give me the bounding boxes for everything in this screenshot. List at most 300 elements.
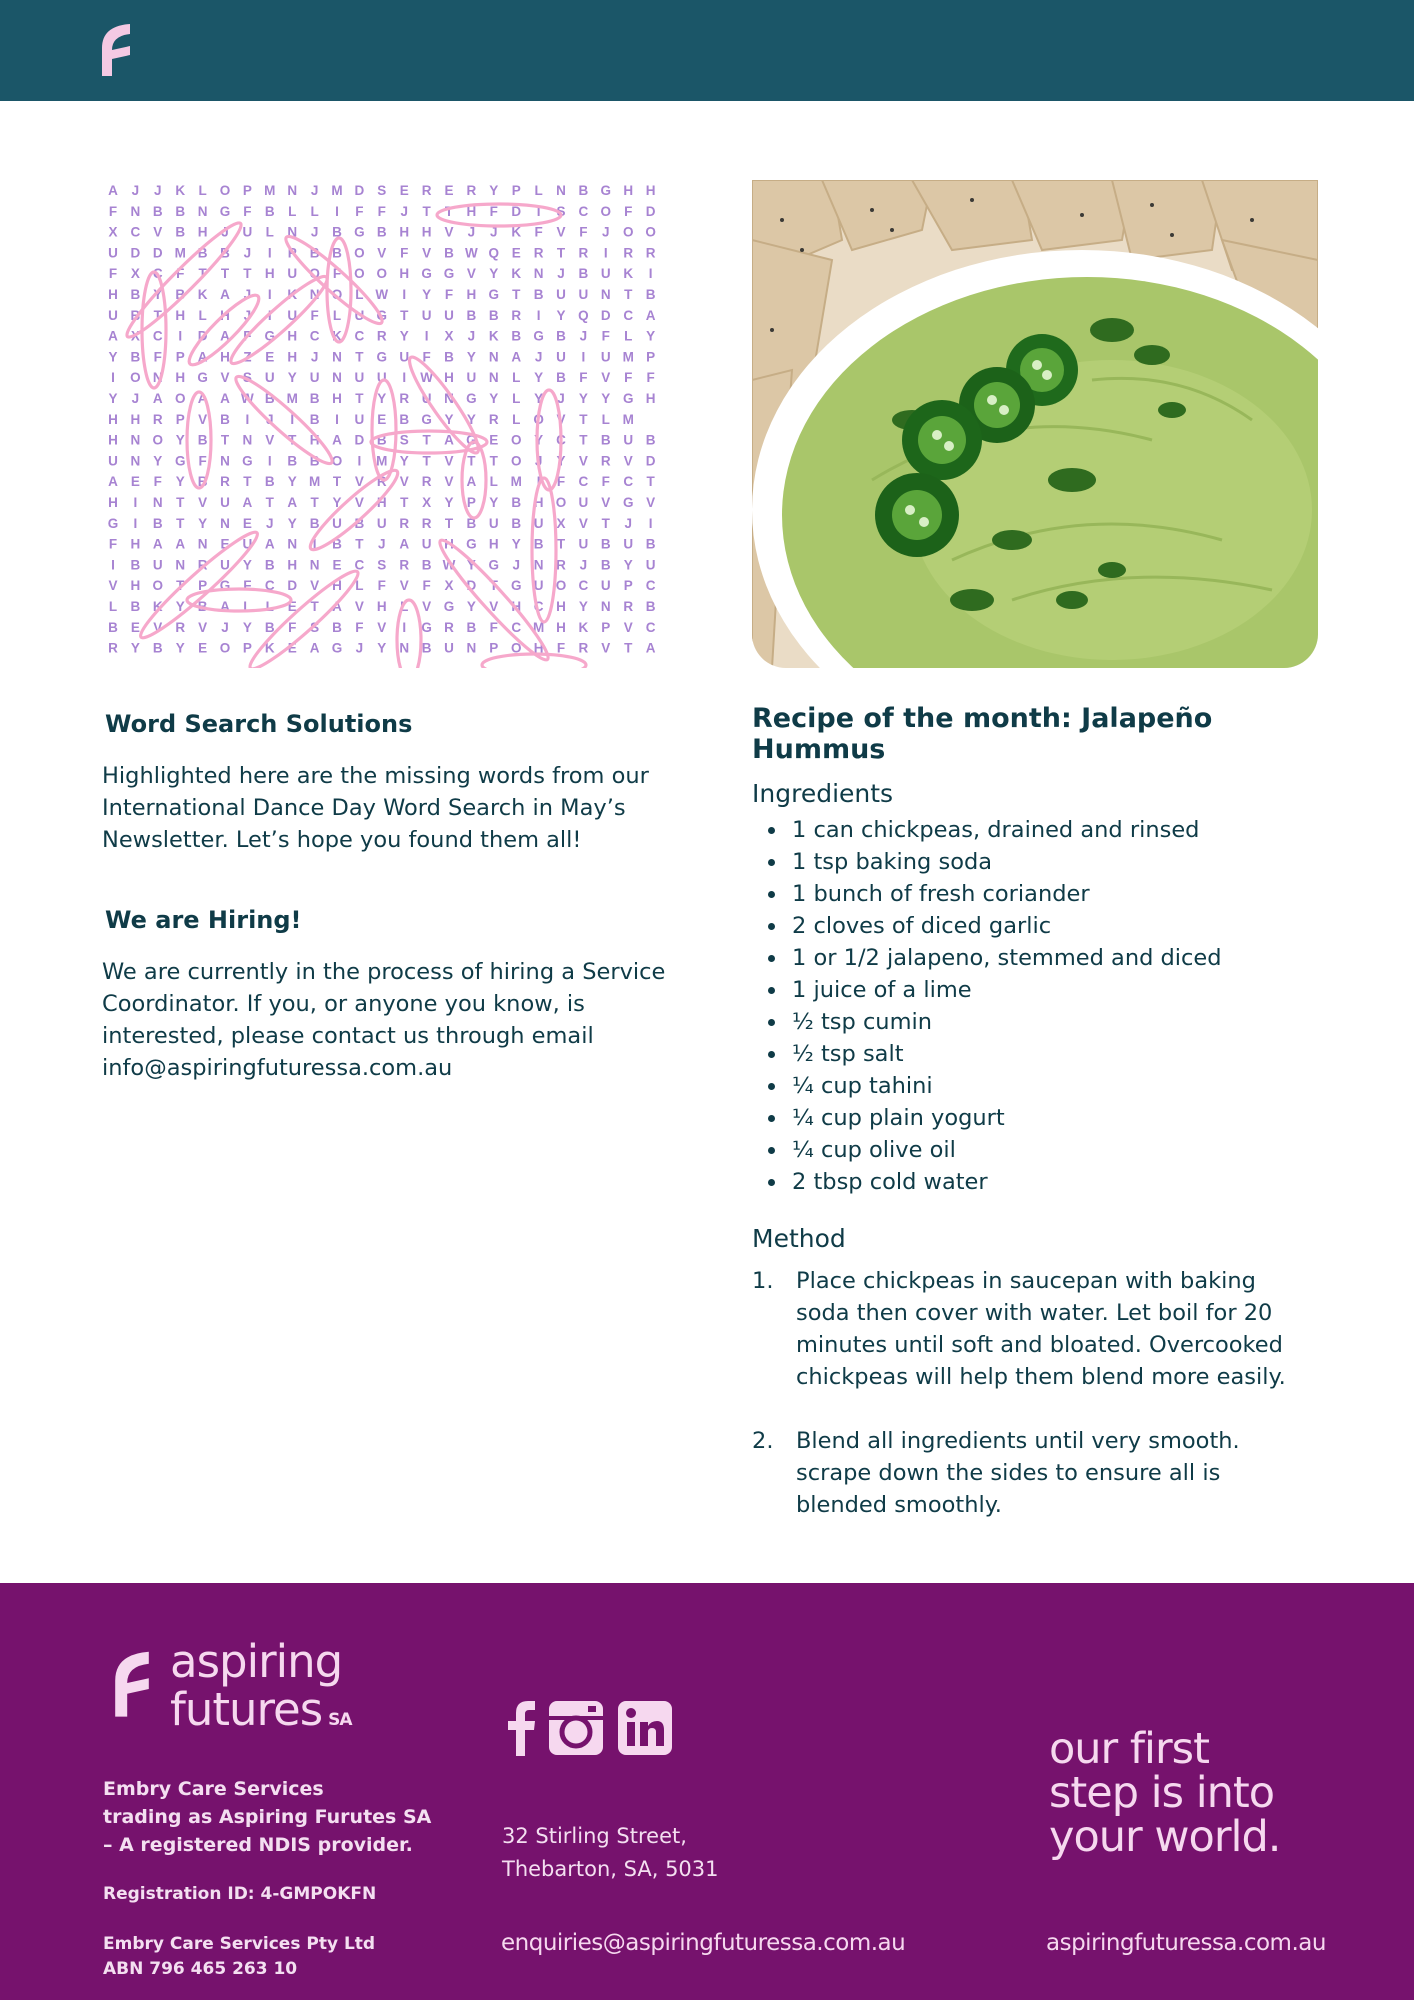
word-search-letter: T bbox=[422, 453, 431, 469]
word-search-letter: Y bbox=[466, 349, 476, 365]
word-search-letter: I bbox=[267, 453, 272, 469]
word-search-letter: K bbox=[623, 266, 634, 282]
word-search-letter: S bbox=[377, 557, 387, 573]
word-search-letter: G bbox=[354, 224, 365, 240]
word-search-letter: T bbox=[355, 391, 364, 406]
word-search-letter: Y bbox=[578, 391, 588, 406]
method-step bbox=[752, 1425, 1316, 1521]
word-search-letter: B bbox=[309, 411, 320, 427]
step-number: 2. bbox=[752, 1428, 774, 1454]
word-search-letter: E bbox=[489, 432, 499, 448]
word-search-letter: K bbox=[175, 183, 186, 198]
word-search-letter: R bbox=[578, 245, 589, 261]
word-search-letter: O bbox=[555, 495, 567, 510]
word-search-letter: V bbox=[265, 432, 275, 448]
word-search-letter: J bbox=[266, 411, 274, 427]
ingredient-item: 1 juice of a lime bbox=[752, 974, 1352, 1006]
word-search-letter: R bbox=[623, 245, 634, 261]
word-search-letter: U bbox=[578, 287, 589, 302]
word-search-letter: H bbox=[264, 266, 275, 282]
word-search-description: Highlighted here are the missing words from our International Dance Day Word Search in May’s Newsletter. Let’s hope you found them all! bbox=[102, 763, 649, 853]
word-search-letter: B bbox=[376, 432, 387, 448]
word-search-letter: T bbox=[646, 474, 655, 490]
word-search-letter: L bbox=[512, 411, 521, 427]
word-search-letter: T bbox=[176, 515, 185, 531]
word-search-letter: L bbox=[489, 474, 498, 490]
word-search-letter: C bbox=[578, 203, 589, 219]
word-search-letter: U bbox=[354, 411, 365, 427]
word-search-letter: E bbox=[265, 349, 275, 365]
ingredient-item: ¼ cup plain yogurt bbox=[752, 1102, 1352, 1134]
instagram-icon[interactable] bbox=[548, 1700, 604, 1756]
word-search-letter: C bbox=[578, 578, 589, 594]
company-line-1: Embry Care Services bbox=[103, 1778, 324, 1800]
word-search-letter: B bbox=[220, 245, 230, 261]
word-search-letter: H bbox=[444, 536, 454, 552]
word-search-letter: I bbox=[603, 245, 608, 261]
word-search-letter: L bbox=[601, 411, 610, 427]
word-search-letter: O bbox=[510, 453, 522, 469]
word-search-letter: N bbox=[533, 557, 544, 573]
word-search-letter: B bbox=[264, 557, 275, 573]
word-search-letter: E bbox=[198, 640, 208, 656]
word-search-letter: X bbox=[422, 495, 432, 510]
word-search-letter: O bbox=[152, 432, 164, 448]
word-search-letter: Y bbox=[153, 453, 163, 469]
word-search-letter: H bbox=[130, 411, 141, 427]
word-search-letter: B bbox=[533, 536, 544, 552]
word-highlight-oval bbox=[397, 600, 421, 668]
word-search-letter: K bbox=[578, 619, 589, 635]
registration-id: Registration ID: 4-GMPOKFN bbox=[103, 1884, 377, 1904]
word-search-letter: S bbox=[399, 432, 409, 448]
word-search-letter: V bbox=[489, 599, 499, 614]
ingredients-list bbox=[752, 814, 1352, 1198]
word-search-letter: J bbox=[467, 224, 476, 240]
word-search-letter: B bbox=[264, 203, 275, 219]
word-search-letter: Y bbox=[175, 474, 185, 490]
word-search-letter: H bbox=[421, 224, 432, 240]
word-search-letter: F bbox=[198, 453, 207, 469]
word-search-letter: A bbox=[220, 287, 230, 302]
word-search-letter: J bbox=[400, 203, 408, 219]
word-search-letter: J bbox=[557, 266, 565, 282]
word-search-letter: M bbox=[510, 474, 522, 490]
word-search-letter: V bbox=[399, 474, 409, 490]
word-search-letter: C bbox=[623, 474, 634, 490]
method-heading: Method bbox=[752, 1224, 846, 1253]
word-search-letter: T bbox=[355, 349, 364, 365]
word-search-letter: G bbox=[197, 370, 208, 386]
word-search-letter: N bbox=[309, 287, 320, 302]
word-search-letter: I bbox=[648, 266, 653, 282]
word-search-letter: R bbox=[152, 411, 163, 427]
word-search-letter: B bbox=[332, 536, 342, 552]
word-search-letter: L bbox=[265, 599, 274, 614]
word-search-letter: L bbox=[288, 203, 297, 219]
word-search-letter: B bbox=[264, 619, 275, 635]
word-search-letter: O bbox=[622, 224, 634, 240]
word-search-letter: B bbox=[466, 307, 477, 323]
word-search-letter: F bbox=[355, 203, 364, 219]
hummus-bowl-illustration bbox=[752, 180, 1318, 668]
word-search-letter: H bbox=[108, 495, 118, 510]
word-search-letter: V bbox=[153, 619, 163, 635]
word-search-letter: N bbox=[444, 391, 454, 406]
word-search-letter: O bbox=[219, 183, 231, 198]
company-legal bbox=[103, 1932, 375, 1982]
word-search-letter: Y bbox=[511, 536, 521, 552]
word-search-letter: L bbox=[198, 183, 207, 198]
word-search-letter: G bbox=[622, 495, 634, 510]
word-search-letter: B bbox=[421, 640, 432, 656]
word-search-letter: A bbox=[309, 640, 320, 656]
word-search-letter: H bbox=[108, 411, 118, 427]
word-search-letter: Y bbox=[466, 411, 476, 427]
word-search-letter: L bbox=[624, 328, 633, 344]
word-search-letter: N bbox=[488, 370, 499, 386]
word-search-letter: F bbox=[400, 245, 409, 261]
word-search-letter: F bbox=[579, 224, 588, 240]
word-search-letter: B bbox=[376, 224, 387, 240]
word-search-letter: F bbox=[556, 474, 566, 490]
word-search-letter: P bbox=[287, 245, 297, 261]
word-search-letter: G bbox=[533, 328, 544, 344]
word-search-letter: H bbox=[399, 266, 410, 282]
word-search-letter: V bbox=[220, 370, 230, 386]
word-search-letter: F bbox=[422, 349, 431, 365]
word-search-letter: H bbox=[220, 349, 230, 365]
step-number: 1. bbox=[752, 1268, 774, 1294]
word-search-letter: I bbox=[245, 411, 250, 427]
word-search-letter: R bbox=[399, 515, 410, 531]
word-search-letter: G bbox=[600, 183, 612, 198]
word-search-letter: N bbox=[197, 536, 208, 552]
word-search-letter: A bbox=[152, 536, 163, 552]
word-search-letter: B bbox=[130, 599, 141, 614]
word-search-letter: H bbox=[309, 432, 320, 448]
word-search-letter: Y bbox=[601, 391, 611, 406]
word-search-letter: U bbox=[220, 557, 230, 573]
word-search-letter: Y bbox=[444, 411, 454, 427]
word-search-letter: F bbox=[579, 370, 588, 386]
word-search-letter: T bbox=[579, 432, 588, 448]
word-search-letter: S bbox=[310, 619, 320, 635]
ingredient-item: ½ tsp salt bbox=[752, 1038, 1352, 1070]
word-search-letter: B bbox=[152, 640, 163, 656]
footer-website-link[interactable]: aspiringfuturessa.com.au bbox=[1046, 1930, 1326, 1956]
word-search-letter: Y bbox=[556, 307, 566, 323]
word-search-letter: B bbox=[175, 203, 186, 219]
word-search-letter: D bbox=[130, 245, 141, 261]
word-search-letter: R bbox=[108, 640, 118, 656]
word-search-letter: W bbox=[420, 370, 433, 386]
word-search-letter: Y bbox=[489, 266, 499, 282]
word-search-letter: L bbox=[265, 224, 274, 240]
word-search-letter: A bbox=[197, 391, 208, 406]
word-search-letter: B bbox=[421, 557, 432, 573]
word-search-letter: Y bbox=[287, 515, 297, 531]
word-search-letter: N bbox=[332, 370, 342, 386]
word-search-letter: A bbox=[220, 391, 230, 406]
word-search-letter: B bbox=[511, 495, 522, 510]
brand-sa: SA bbox=[328, 1710, 352, 1730]
word-search-letter: R bbox=[399, 391, 410, 406]
word-search-letter: N bbox=[152, 370, 163, 386]
word-search-letter: M bbox=[532, 619, 545, 635]
word-search-letter: A bbox=[264, 536, 275, 552]
word-search-letter: M bbox=[376, 453, 388, 469]
word-search-letter: O bbox=[174, 391, 186, 406]
word-search-letter: B bbox=[309, 453, 320, 469]
word-search-letter: V bbox=[556, 411, 566, 427]
word-search-letter: J bbox=[131, 183, 140, 198]
word-search-letter: U bbox=[108, 245, 118, 261]
word-search-letter: F bbox=[288, 619, 297, 635]
step-text: Place chickpeas in saucepan with baking soda then cover with water. Let boil for 20 minutes until soft and bloated. Overcooked chickpeas will help them blend more easily. bbox=[796, 1268, 1286, 1390]
hiring-title: We are Hiring! bbox=[105, 906, 302, 934]
word-search-letter: U bbox=[354, 370, 365, 386]
word-search-letter: W bbox=[442, 557, 456, 573]
word-search-letter: G bbox=[219, 203, 231, 219]
word-search-letter: V bbox=[623, 453, 633, 469]
word-search-letter: K bbox=[511, 266, 522, 282]
address-line-2: Thebarton, SA, 5031 bbox=[502, 1857, 719, 1881]
word-search-letter: G bbox=[421, 619, 432, 635]
word-search-letter: V bbox=[623, 619, 633, 635]
word-search-letter: A bbox=[175, 536, 186, 552]
word-search-letter: Y bbox=[332, 495, 342, 510]
ingredient-item: ¼ cup olive oil bbox=[752, 1134, 1352, 1166]
word-search-letter: I bbox=[536, 307, 541, 323]
word-search-letter: H bbox=[332, 578, 342, 594]
word-search-letter: R bbox=[600, 453, 611, 469]
word-search-letter: O bbox=[645, 224, 656, 240]
ingredient-item: 1 or 1/2 jalapeno, stemmed and diced bbox=[752, 942, 1352, 974]
word-search-letter: F bbox=[601, 474, 610, 490]
word-search-letter: U bbox=[332, 515, 342, 531]
word-search-letter: V bbox=[354, 599, 364, 614]
word-search-letter: P bbox=[646, 349, 656, 365]
word-search-letter: V bbox=[108, 578, 118, 594]
word-search-letter: B bbox=[197, 599, 208, 614]
word-search-letter: A bbox=[332, 432, 342, 448]
word-search-letter: F bbox=[108, 203, 118, 219]
word-search-letter: B bbox=[466, 515, 477, 531]
word-search-letter: T bbox=[310, 495, 319, 510]
word-search-letter: T bbox=[176, 495, 185, 510]
word-search-letter: B bbox=[444, 349, 454, 365]
word-search-letter: B bbox=[220, 411, 230, 427]
word-search-letter: F bbox=[176, 266, 185, 282]
word-search-letter: T bbox=[400, 307, 409, 323]
word-search-letter: E bbox=[332, 557, 342, 573]
word-search-letter: V bbox=[601, 640, 611, 656]
word-search-letter: T bbox=[422, 203, 431, 219]
word-search-letter: R bbox=[376, 474, 387, 490]
word-search-letter: H bbox=[623, 183, 634, 198]
word-search-letter: B bbox=[444, 245, 454, 261]
word-search-letter: D bbox=[152, 245, 163, 261]
word-search-letter: N bbox=[332, 349, 342, 365]
word-search-letter: T bbox=[220, 266, 230, 282]
word-search-letter: H bbox=[130, 578, 141, 594]
word-search-letter: J bbox=[579, 328, 588, 344]
word-search-letter: H bbox=[175, 370, 186, 386]
word-search-letter: J bbox=[131, 391, 140, 406]
word-search-letter: T bbox=[444, 203, 454, 219]
word-search-letter: T bbox=[220, 432, 230, 448]
word-search-letter: V bbox=[310, 578, 320, 594]
word-search-letter: C bbox=[152, 266, 163, 282]
word-search-letter: I bbox=[111, 557, 115, 573]
word-search-letter: U bbox=[623, 432, 634, 448]
facebook-icon[interactable] bbox=[506, 1700, 536, 1756]
word-search-letter: J bbox=[557, 391, 565, 406]
word-search-letter: Y bbox=[623, 557, 633, 573]
word-search-letter: I bbox=[290, 411, 295, 427]
word-search-letter: U bbox=[444, 640, 454, 656]
word-search-letter: J bbox=[310, 349, 319, 365]
word-search-letter: U bbox=[444, 307, 454, 323]
word-search-letter: N bbox=[130, 203, 141, 219]
jalapeno-hummus-photo bbox=[752, 180, 1318, 668]
word-search-letter: T bbox=[444, 515, 454, 531]
word-search-letter: X bbox=[108, 224, 118, 240]
word-search-letter: V bbox=[354, 474, 364, 490]
word-search-letter: F bbox=[108, 536, 118, 552]
word-search-letter: I bbox=[312, 536, 317, 552]
word-search-letter: Y bbox=[578, 599, 588, 614]
word-search-letter: Y bbox=[444, 495, 454, 510]
word-search-letter: B bbox=[130, 557, 141, 573]
word-search-letter: H bbox=[130, 536, 141, 552]
word-search-letter: Y bbox=[153, 287, 163, 302]
word-search-letter: A bbox=[108, 328, 118, 344]
word-search-letter: F bbox=[377, 578, 386, 594]
word-search-letter: O bbox=[219, 640, 231, 656]
word-search-letter: G bbox=[466, 432, 477, 448]
word-search-letter: T bbox=[601, 515, 610, 531]
word-search-letter: O bbox=[510, 432, 522, 448]
word-search-letter: Y bbox=[466, 557, 476, 573]
word-search-letter: H bbox=[376, 495, 387, 510]
word-search-letter: G bbox=[488, 287, 500, 302]
word-search-letter: G bbox=[107, 515, 119, 531]
word-search-letter: C bbox=[309, 328, 320, 344]
word-search-letter: F bbox=[422, 578, 431, 594]
word-search-letter: Y bbox=[175, 599, 185, 614]
word-search-letter: I bbox=[335, 203, 339, 219]
word-search-letter: V bbox=[422, 245, 432, 261]
word-search-letter: H bbox=[287, 349, 298, 365]
word-search-letter: B bbox=[556, 370, 566, 386]
ingredient-item: ½ tsp cumin bbox=[752, 1006, 1352, 1038]
word-search-letter: H bbox=[488, 536, 499, 552]
word-search-letter: J bbox=[266, 515, 274, 531]
footer-email-link[interactable]: enquiries@aspiringfuturessa.com.au bbox=[501, 1930, 906, 1956]
word-search-letter: D bbox=[287, 578, 298, 594]
word-search-letter: H bbox=[287, 557, 298, 573]
word-search-letter: F bbox=[601, 328, 610, 344]
word-search-letter: L bbox=[310, 203, 319, 219]
word-search-letter: V bbox=[444, 453, 454, 469]
word-search-letter: U bbox=[556, 349, 566, 365]
company-line-2: trading as Aspiring Furutes SA bbox=[103, 1806, 432, 1828]
company-line-3: – A registered NDIS provider. bbox=[103, 1834, 413, 1856]
word-search-letter: B bbox=[152, 515, 163, 531]
word-search-letter: K bbox=[511, 224, 522, 240]
word-search-letter: F bbox=[153, 349, 162, 365]
word-search-letter: F bbox=[243, 203, 252, 219]
word-search-letter: G bbox=[466, 391, 477, 406]
word-search-letter: B bbox=[197, 474, 208, 490]
word-highlight-oval bbox=[482, 654, 586, 668]
word-search-letter: C bbox=[354, 328, 365, 344]
word-highlight-oval bbox=[437, 204, 561, 226]
ingredient-item: 1 bunch of fresh coriander bbox=[752, 878, 1352, 910]
word-search-letter: U bbox=[287, 266, 298, 282]
word-search-letter: Y bbox=[108, 391, 118, 406]
linkedin-icon[interactable] bbox=[617, 1700, 673, 1756]
word-search-letter: I bbox=[267, 307, 272, 323]
word-search-letter: U bbox=[242, 536, 253, 552]
word-search-letter: Q bbox=[578, 307, 589, 323]
word-search-letter: N bbox=[287, 183, 298, 198]
word-search-letter: R bbox=[175, 619, 186, 635]
word-search-letter: I bbox=[335, 411, 339, 427]
tagline-line-2: step is into bbox=[1049, 1768, 1275, 1818]
word-search-letter: V bbox=[601, 370, 611, 386]
word-search-letter: I bbox=[111, 370, 115, 386]
word-search-letter: B bbox=[264, 391, 275, 406]
word-search-letter: I bbox=[133, 515, 138, 531]
word-search-letter: I bbox=[402, 619, 407, 635]
word-search-letter: I bbox=[536, 474, 541, 490]
word-search-letter: P bbox=[242, 183, 252, 198]
word-search-letter: E bbox=[220, 536, 230, 552]
word-search-letter: A bbox=[152, 391, 163, 406]
word-search-letter: Y bbox=[534, 391, 544, 406]
word-search-letter: B bbox=[578, 183, 589, 198]
word-search-letter: J bbox=[221, 224, 229, 240]
word-search-letter: G bbox=[264, 328, 276, 344]
word-search-letter: A bbox=[108, 474, 118, 490]
word-search-letter: A bbox=[645, 307, 656, 323]
word-search-letter: F bbox=[355, 619, 364, 635]
pty-line: Embry Care Services Pty Ltd bbox=[103, 1934, 376, 1954]
word-search-letter: C bbox=[533, 599, 544, 614]
word-search-letter: H bbox=[220, 307, 230, 323]
word-search-letter: H bbox=[466, 287, 477, 302]
aspiring-futures-logo-icon bbox=[96, 20, 136, 80]
word-search-letter: B bbox=[287, 453, 298, 469]
word-search-letter: Y bbox=[646, 328, 656, 344]
brand-line-2: futures bbox=[170, 1683, 323, 1736]
word-search-letter: J bbox=[579, 557, 588, 573]
word-search-letter: V bbox=[198, 495, 208, 510]
word-search-letter: V bbox=[153, 224, 163, 240]
word-search-letter: B bbox=[197, 432, 208, 448]
word-search-letter: B bbox=[600, 557, 611, 573]
word-search-letter: U bbox=[399, 349, 410, 365]
word-search-letter: N bbox=[488, 349, 499, 365]
word-search-letter: F bbox=[153, 474, 162, 490]
word-search-letter: A bbox=[466, 474, 477, 490]
word-search-letter: I bbox=[178, 328, 183, 344]
word-search-letter: O bbox=[376, 266, 388, 282]
word-search-letter: N bbox=[175, 557, 186, 573]
